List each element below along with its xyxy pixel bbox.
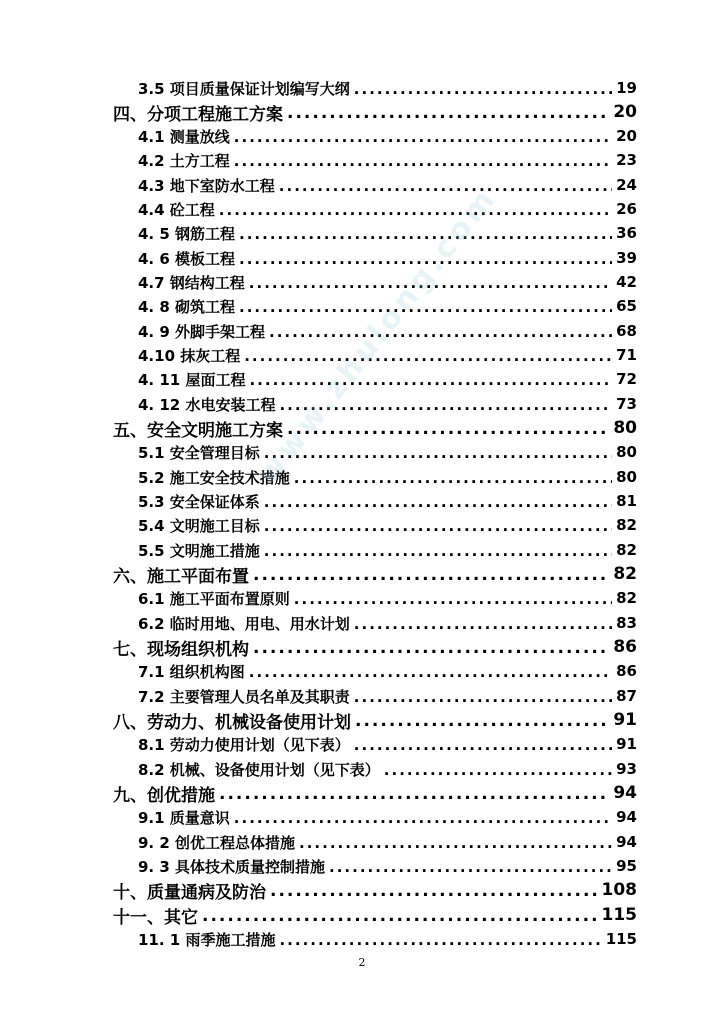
toc-entry[interactable] <box>138 586 637 610</box>
toc-leader <box>287 419 609 437</box>
toc-entry-title: 11. 1 雨季施工措施 <box>138 930 276 949</box>
toc-entry-page: 80 <box>613 418 637 438</box>
toc-entry-page: 20 <box>613 102 637 122</box>
toc-entry-page: 73 <box>616 395 637 413</box>
toc-entry-page: 108 <box>601 880 637 900</box>
toc-entry-title: 4. 5 钢筋工程 <box>138 224 236 243</box>
toc-entry-title: 4. 8 砌筑工程 <box>138 297 236 316</box>
toc-entry-title: 5.3 安全保证体系 <box>138 492 260 511</box>
toc-leader <box>234 151 612 169</box>
toc-leader <box>294 468 612 486</box>
toc-leader <box>299 833 612 851</box>
toc-entry[interactable] <box>138 854 637 878</box>
toc-leader <box>264 492 612 510</box>
toc-entry-page: 20 <box>616 127 637 145</box>
toc-entry[interactable] <box>138 221 637 245</box>
toc-entry-page: 82 <box>616 589 637 607</box>
toc-leader <box>253 638 609 656</box>
toc-entry-page: 26 <box>616 200 637 218</box>
toc-leader <box>269 322 612 340</box>
toc-entry[interactable] <box>138 246 637 270</box>
toc-entry-title: 6.2 临时用地、用电、用水计划 <box>138 614 350 633</box>
toc-entry-page: 83 <box>616 614 637 632</box>
toc-entry-title: 4.4 砼工程 <box>138 200 215 219</box>
toc-entry-title: 9.1 质量意识 <box>138 808 230 827</box>
toc-leader <box>264 443 612 461</box>
toc-entry[interactable] <box>138 538 637 562</box>
toc-entry-title: 九、创优措施 <box>113 785 215 806</box>
toc-leader <box>270 881 598 899</box>
toc-entry[interactable] <box>138 465 637 489</box>
toc-leader <box>279 176 612 194</box>
toc-entry-title: 4. 9 外脚手架工程 <box>138 322 266 341</box>
toc-entry[interactable] <box>113 100 637 124</box>
toc-entry-page: 19 <box>616 79 637 97</box>
toc-leader <box>234 808 612 826</box>
toc-entry-page: 39 <box>616 249 637 267</box>
toc-entry-title: 4.3 地下室防水工程 <box>138 176 275 195</box>
toc-entry-title: 4.1 测量放线 <box>138 127 230 146</box>
toc-entry-title: 3.5 项目质量保证计划编写大纲 <box>138 79 350 98</box>
watermark: www.zhulong.com <box>250 180 504 492</box>
toc-entry[interactable] <box>113 903 637 927</box>
toc-leader <box>354 79 612 97</box>
toc-leader <box>287 103 609 121</box>
toc-entry-page: 94 <box>613 783 637 803</box>
toc-entry-page: 65 <box>616 297 637 315</box>
toc-leader <box>219 200 612 218</box>
toc-entry-title: 四、分项工程施工方案 <box>113 104 283 125</box>
toc-leader <box>294 589 612 607</box>
toc-entry-page: 82 <box>613 564 637 584</box>
toc-entry[interactable] <box>138 927 637 951</box>
toc-entry-title: 五、安全文明施工方案 <box>113 420 283 441</box>
toc-entry-title: 六、施工平面布置 <box>113 566 249 587</box>
toc-entry-page: 23 <box>616 151 637 169</box>
toc-entry-title: 9. 2 创优工程总体措施 <box>138 833 296 852</box>
toc-leader <box>329 857 612 875</box>
toc-leader <box>264 541 612 559</box>
toc-leader <box>239 224 612 242</box>
toc-leader <box>279 930 601 948</box>
toc-entry[interactable] <box>113 708 637 732</box>
toc-entry-page: 68 <box>616 322 637 340</box>
toc-leader <box>355 711 609 729</box>
toc-entry-page: 91 <box>616 735 637 753</box>
toc-entry[interactable] <box>113 416 637 440</box>
toc-leader <box>234 127 612 145</box>
toc-entry[interactable] <box>138 440 637 464</box>
toc-entry[interactable] <box>138 367 637 391</box>
toc-leader <box>264 516 612 534</box>
toc-entry-page: 81 <box>616 492 637 510</box>
toc-entry-title: 4. 11 屋面工程 <box>138 370 246 389</box>
toc-entry-title: 7.1 组织机构图 <box>138 662 245 681</box>
toc-entry[interactable] <box>138 124 637 148</box>
toc-entry[interactable] <box>138 684 637 708</box>
toc-entry[interactable] <box>138 757 637 781</box>
toc-entry[interactable] <box>138 270 637 294</box>
toc-leader <box>249 370 612 388</box>
toc-entry-title: 4.10 抹灰工程 <box>138 346 241 365</box>
toc-entry[interactable] <box>138 611 637 635</box>
toc-entry-page: 94 <box>616 833 637 851</box>
toc-entry-page: 115 <box>601 905 637 925</box>
toc-entry-title: 8.1 劳动力使用计划（见下表） <box>138 735 350 754</box>
toc-entry-title: 七、现场组织机构 <box>113 639 249 660</box>
toc-entry-page: 87 <box>616 687 637 705</box>
toc-entry-title: 5.2 施工安全技术措施 <box>138 468 290 487</box>
toc-entry-page: 91 <box>613 710 637 730</box>
toc-entry-title: 4.2 土方工程 <box>138 151 230 170</box>
toc-entry-title: 5.4 文明施工目标 <box>138 516 260 535</box>
toc-entry-page: 36 <box>616 224 637 242</box>
toc-entry[interactable] <box>138 513 637 537</box>
toc-entry-title: 4.7 钢结构工程 <box>138 273 245 292</box>
toc-entry-title: 八、劳动力、机械设备使用计划 <box>113 712 351 733</box>
toc-entry-title: 4. 12 水电安装工程 <box>138 395 276 414</box>
toc-entry-page: 80 <box>616 468 637 486</box>
toc-entry-page: 82 <box>616 541 637 559</box>
toc-leader <box>354 735 612 753</box>
toc-entry-title: 9. 3 具体技术质量控制措施 <box>138 857 326 876</box>
toc-leader <box>354 687 612 705</box>
toc-entry-title: 十、质量通病及防治 <box>113 882 266 903</box>
toc-leader <box>202 906 598 924</box>
toc-entry-title: 4. 6 模板工程 <box>138 249 236 268</box>
toc-entry[interactable] <box>138 76 637 100</box>
toc-entry[interactable] <box>138 659 637 683</box>
toc-entry-page: 82 <box>616 516 637 534</box>
toc-entry[interactable] <box>138 148 637 172</box>
toc-entry-title: 十一、其它 <box>113 907 198 928</box>
toc-entry[interactable] <box>138 197 637 221</box>
toc-entry-page: 93 <box>616 760 637 778</box>
toc-leader <box>384 760 612 778</box>
toc-entry-page: 86 <box>613 637 637 657</box>
toc-leader <box>244 346 612 364</box>
toc-entry-title: 7.2 主要管理人员名单及其职责 <box>138 687 350 706</box>
toc-leader <box>219 784 609 802</box>
toc-entry-page: 115 <box>605 930 637 948</box>
toc-entry[interactable] <box>113 781 637 805</box>
toc-entry[interactable] <box>138 732 637 756</box>
toc-entry-page: 24 <box>616 176 637 194</box>
toc-entry[interactable] <box>138 173 637 197</box>
toc-leader <box>354 614 612 632</box>
toc-entry-page: 42 <box>616 273 637 291</box>
page-number: 2 <box>358 956 366 969</box>
toc-entry[interactable] <box>138 489 637 513</box>
toc-entry-page: 86 <box>616 662 637 680</box>
toc-entry[interactable] <box>138 830 637 854</box>
toc-entry[interactable] <box>113 562 637 586</box>
toc-entry-page: 71 <box>616 346 637 364</box>
toc-leader <box>253 565 609 583</box>
toc-entry-title: 5.1 安全管理目标 <box>138 443 260 462</box>
toc-entry[interactable] <box>113 878 637 902</box>
toc-entry[interactable] <box>138 392 637 416</box>
toc-entry-page: 95 <box>616 857 637 875</box>
toc-entry[interactable] <box>113 635 637 659</box>
toc-entry-page: 80 <box>616 443 637 461</box>
toc-entry[interactable] <box>138 805 637 829</box>
toc-entry-title: 6.1 施工平面布置原则 <box>138 589 290 608</box>
toc-entry-page: 94 <box>616 808 637 826</box>
toc-leader <box>249 662 612 680</box>
toc-entry-title: 8.2 机械、设备使用计划（见下表） <box>138 760 380 779</box>
toc-entry-page: 72 <box>616 370 637 388</box>
toc-entry-title: 5.5 文明施工措施 <box>138 541 260 560</box>
